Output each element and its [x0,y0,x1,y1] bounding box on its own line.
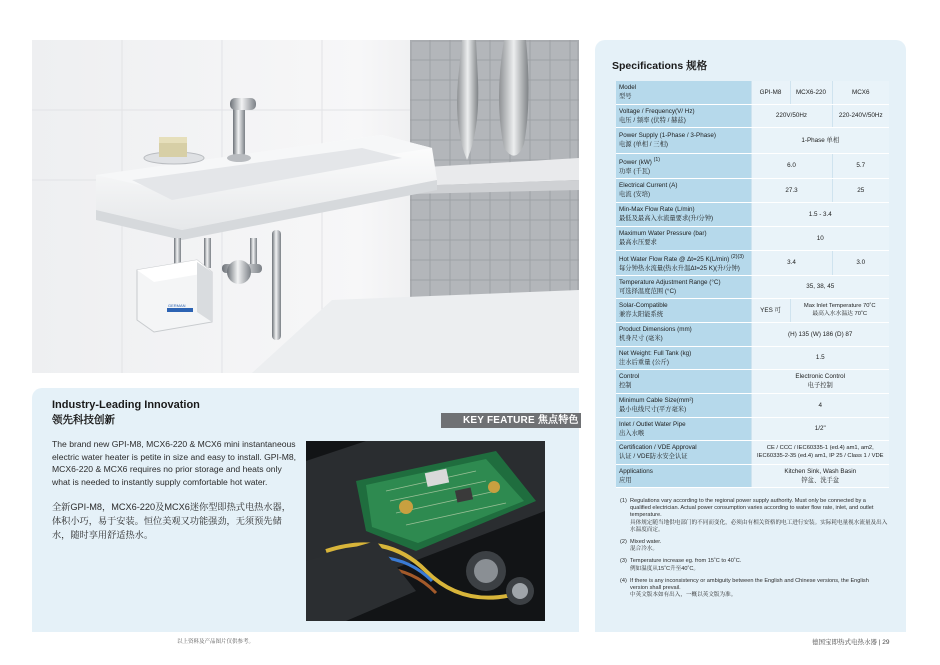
spec-label-cn: 电压 / 频率 (伏特 / 赫兹) [619,116,686,124]
feature-title-cn: 领先科技创新 [52,414,115,426]
note-text-en: Regulations vary according to the regional power supply authority. Must only be connected by a qualified electrician. Actual power consumption varies according to water flow rate, inlet, and outlet temperature. [630,498,874,519]
specifications-title: Specifications 规格 [612,60,708,72]
spec-label [616,417,751,440]
spec-label [616,250,751,275]
spec-value: 25 [832,178,889,202]
spec-label-cn: 认证 / VDE防水安全认证 [619,453,688,461]
spec-label [616,440,751,464]
spec-row-weight [616,346,889,369]
spec-value: 3.4 [751,250,832,275]
spec-row-current [616,178,889,202]
note-text-en: If there is any inconsistency or ambiguity between the English and Chinese versions, the English version shall prevail. [630,577,869,592]
right-page-footer: 德国宝即热式电热水器 | 29 [812,639,890,646]
spec-value: 1.5 - 3.4 [751,202,889,226]
note-text-en: Temperature increase eg. from 15˚C to 40˚C. [630,558,742,565]
left-page-footnote: 以上资料及产品图片仅供参考。 [177,639,255,645]
svg-text:GERMAN: GERMAN [168,303,186,308]
spec-value: 5.7 [832,153,889,178]
spec-label [616,464,751,487]
key-feature-tag: KEY FEATURE 焦点特色 [441,413,581,428]
spec-label-cn: 最小电线尺寸(平方毫米) [619,406,687,414]
note-item [620,498,888,534]
spec-label-cn: 兼容太阳能系统 [619,311,664,319]
spec-label-cn: 电流 (安培) [619,191,651,199]
footnote-ref: (1) [653,156,661,163]
spec-label-cn: 最高水压要求 [619,239,657,247]
spec-value: Electronic Control 电子控制 [751,369,889,393]
feature-title-en: Industry-Leading Innovation [52,399,200,411]
feature-description-cn: 全新GPI-M8，MCX6-220及MCX6迷你型即热式电热水器，体积小巧，易于安装。恒位美观又功能强劲，无须预先储水，随时享用舒适热水。 [52,502,291,540]
spec-row-temperature [616,275,889,298]
spec-row-flow-rate [616,202,889,226]
spec-label-en: Min-Max Flow Rate (L/min) [619,206,695,214]
note-text-cn: 具体规定随当地供电部门的不同而变化，必须由有相关资格的电工进行安装。实际耗电量视水流量及出入水温度而定。 [630,519,888,533]
spec-label [616,202,751,226]
spec-label-en: Voltage / Frequency(V/ Hz) [619,107,695,115]
spec-row-solar [616,298,889,322]
spec-value: 6.0 [751,153,832,178]
spec-label-en: Net Weight: Full Tank (kg) [619,349,692,357]
spec-label-en: Temperature Adjustment Range (°C) [619,278,721,286]
spec-value: 35, 38, 45 [751,275,889,298]
note-number: (2) [620,539,627,546]
spec-label-cn: 可选择温度范围 (°C) [619,287,677,295]
spec-label-en: Applications [619,467,653,475]
spec-label [616,104,751,127]
spec-label [616,81,751,104]
spec-label [616,346,751,369]
spec-label [616,369,751,393]
spec-label-en: Solar-Compatible [619,302,668,310]
spec-label [616,127,751,153]
note-item [620,558,888,572]
spec-label-cn: 最低及最高入水流量要求(升/分钟) [619,215,714,223]
spec-row-pipe [616,417,889,440]
spec-row-power [616,153,889,178]
spec-value: MCX6 [832,81,889,104]
spec-label-cn: 功率 (千瓦) [619,167,651,175]
spec-row-hot-water-flow [616,250,889,275]
spec-label-cn: 电源 (单相 / 三相) [619,141,668,148]
note-number: (4) [620,577,627,584]
spec-label-en: Model [619,84,637,92]
note-text-en: Mixed water. [630,539,662,546]
spec-value: Kitchen Sink, Wash Basin 锌盆、洗手盆 [751,464,889,487]
spec-row-voltage [616,104,889,127]
spec-label-en: Inlet / Outlet Water Pipe [619,420,686,428]
spec-label [616,178,751,202]
spec-label-cn: 控制 [619,382,632,390]
sink-water-heater-illustration [32,40,579,373]
spec-label-cn: 型号 [619,93,632,101]
spec-value: 3.0 [832,250,889,275]
spec-row-certification [616,440,889,464]
spec-value: MCX6-220 [790,81,832,104]
spec-label-en: Hot Water Flow Rate @ Δt=25 K(L/min) [619,255,730,263]
spec-label-cn: 注水后重量 (公斤) [619,358,670,366]
spec-label-cn: 每分钟热水流量(热水升温Δt=25 K)(升/分钟) [619,264,740,272]
spec-label [616,298,751,322]
spec-row-applications [616,464,889,487]
note-number: (3) [620,558,627,565]
circuit-board-illustration [306,441,545,621]
footnote-ref: (2)(3) [731,253,744,260]
spec-row-control [616,369,889,393]
water-heater-unit [137,260,212,332]
spec-label [616,153,751,178]
spec-row-model [616,81,889,104]
note-text-cn: 例如温度从15˚C升至40˚C。 [630,565,699,572]
spec-value: (H) 135 (W) 186 (D) 87 [751,322,889,346]
spec-label [616,393,751,417]
spec-value: 220V/50Hz [751,104,832,127]
spec-label-cn: 机身尺寸 (毫米) [619,335,663,343]
spec-value: 4 [751,393,889,417]
note-text-cn: 混合冷水。 [630,546,658,553]
spec-row-cable [616,393,889,417]
spec-row-pressure [616,226,889,250]
spec-label-en: Power Supply (1-Phase / 3-Phase) [619,132,716,139]
spec-value: 1/2" [751,417,889,440]
note-text-cn: 中英文版本如有出入，一概以英文版为准。 [630,592,737,599]
spec-row-dimensions [616,322,889,346]
spec-label-en: Product Dimensions (mm) [619,326,692,334]
spec-label-en: Certification / VDE Approval [619,444,697,452]
spec-value: 220-240V/50Hz [832,104,889,127]
spec-label [616,322,751,346]
spec-label-en: Minimum Cable Size(mm²) [619,397,694,405]
spec-label-en: Maximum Water Pressure (bar) [619,230,707,238]
specifications-table [616,81,889,488]
spec-value: 10 [751,226,889,250]
spec-value: Max Inlet Temperature 70˚C 最高入水水温达 70˚C [790,298,889,322]
spec-label-en: Power (kW) [619,158,652,166]
spec-value: 1-Phase 单相 [751,127,889,153]
circuit-board-photo [306,441,545,621]
spec-value: CE / CCC / IEC60335-1 (ed.4) am1, am2, IEC60335-2-35 (ed.4) am1, IP 25 / Class 1 / VDE [751,440,889,464]
spec-label-en: Control [619,373,640,381]
spec-value: GPI-M8 [751,81,790,104]
spec-label [616,226,751,250]
bathroom-product-photo [32,40,579,373]
spec-value: 1.5 [751,346,889,369]
spec-value: 27.3 [751,178,832,202]
spec-label [616,275,751,298]
spec-row-power-supply [616,127,889,153]
spec-label-cn: 应用 [619,476,632,484]
note-item [620,539,888,553]
spec-label-en: Electrical Current (A) [619,182,678,190]
spec-value: YES 可 [751,298,790,322]
spec-label-cn: 出入水喉 [619,429,645,437]
feature-description-en: The brand new GPI-M8, MCX6-220 & MCX6 mini instantaneous electric water heater is petite in size and easy to install. GPI-M8, MCX6-220 & MCX6 requires no prior storage and heats only what is needed to instantly supply comfortable hot water. [52,439,297,487]
specification-notes [620,498,888,604]
note-item [620,578,888,600]
note-number: (1) [620,498,627,504]
